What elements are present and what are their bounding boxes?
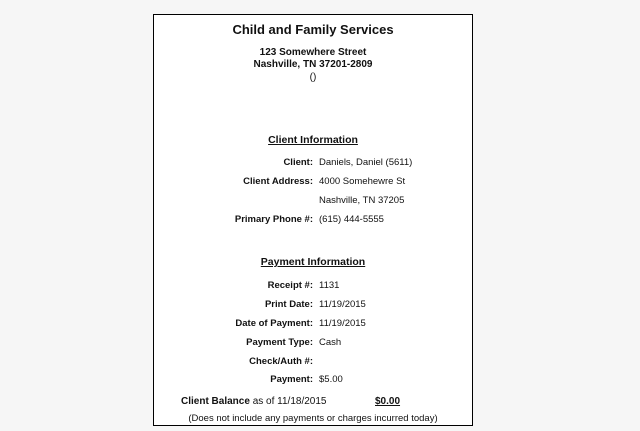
date-of-payment-value: 11/19/2015 <box>319 318 366 329</box>
client-address-line2: Nashville, TN 37205 <box>319 195 405 206</box>
date-of-payment-row <box>154 318 472 330</box>
payment-row <box>154 374 472 386</box>
client-balance-label-bold: Client Balance <box>181 396 250 407</box>
payment-type-value: Cash <box>319 337 342 348</box>
client-value: Daniels, Daniel (5611) <box>319 157 413 168</box>
check-auth-row <box>154 356 472 368</box>
primary-phone-label: Primary Phone #: <box>234 214 313 225</box>
receipt-document <box>153 14 473 426</box>
client-balance-label <box>181 396 326 407</box>
client-row <box>154 157 472 169</box>
balance-note: (Does not include any payments or charges incurred today) <box>188 413 438 424</box>
print-date-value: 11/19/2015 <box>319 299 366 310</box>
receipt-label: Receipt #: <box>267 280 313 291</box>
payment-label: Payment: <box>270 374 313 385</box>
payment-information-heading: Payment Information <box>260 256 366 268</box>
print-date-label: Print Date: <box>264 299 313 310</box>
organization-name: Child and Family Services <box>232 22 394 37</box>
organization-street: 123 Somewhere Street <box>259 47 367 58</box>
primary-phone-value: (615) 444-5555 <box>319 214 384 225</box>
client-address-line1: 4000 Somehewre St <box>319 176 406 187</box>
receipt-value: 1131 <box>319 280 340 291</box>
payment-type-row <box>154 337 472 349</box>
client-address-label: Client Address: <box>243 176 313 187</box>
client-balance-label-date: as of 11/18/2015 <box>252 396 327 407</box>
receipt-row <box>154 280 472 292</box>
organization-city-state-zip: Nashville, TN 37201-2809 <box>253 59 373 70</box>
organization-phone: () <box>309 72 317 83</box>
client-address-row <box>154 176 472 188</box>
print-date-row <box>154 299 472 311</box>
client-balance-amount: $0.00 <box>375 396 401 407</box>
client-information-heading: Client Information <box>268 134 358 146</box>
payment-value: $5.00 <box>319 374 343 385</box>
client-address-row-2 <box>154 195 472 207</box>
date-of-payment-label: Date of Payment: <box>235 318 313 329</box>
client-label: Client: <box>283 157 313 168</box>
check-auth-label: Check/Auth #: <box>249 356 313 367</box>
payment-type-label: Payment Type: <box>246 337 313 348</box>
primary-phone-row <box>154 214 472 226</box>
